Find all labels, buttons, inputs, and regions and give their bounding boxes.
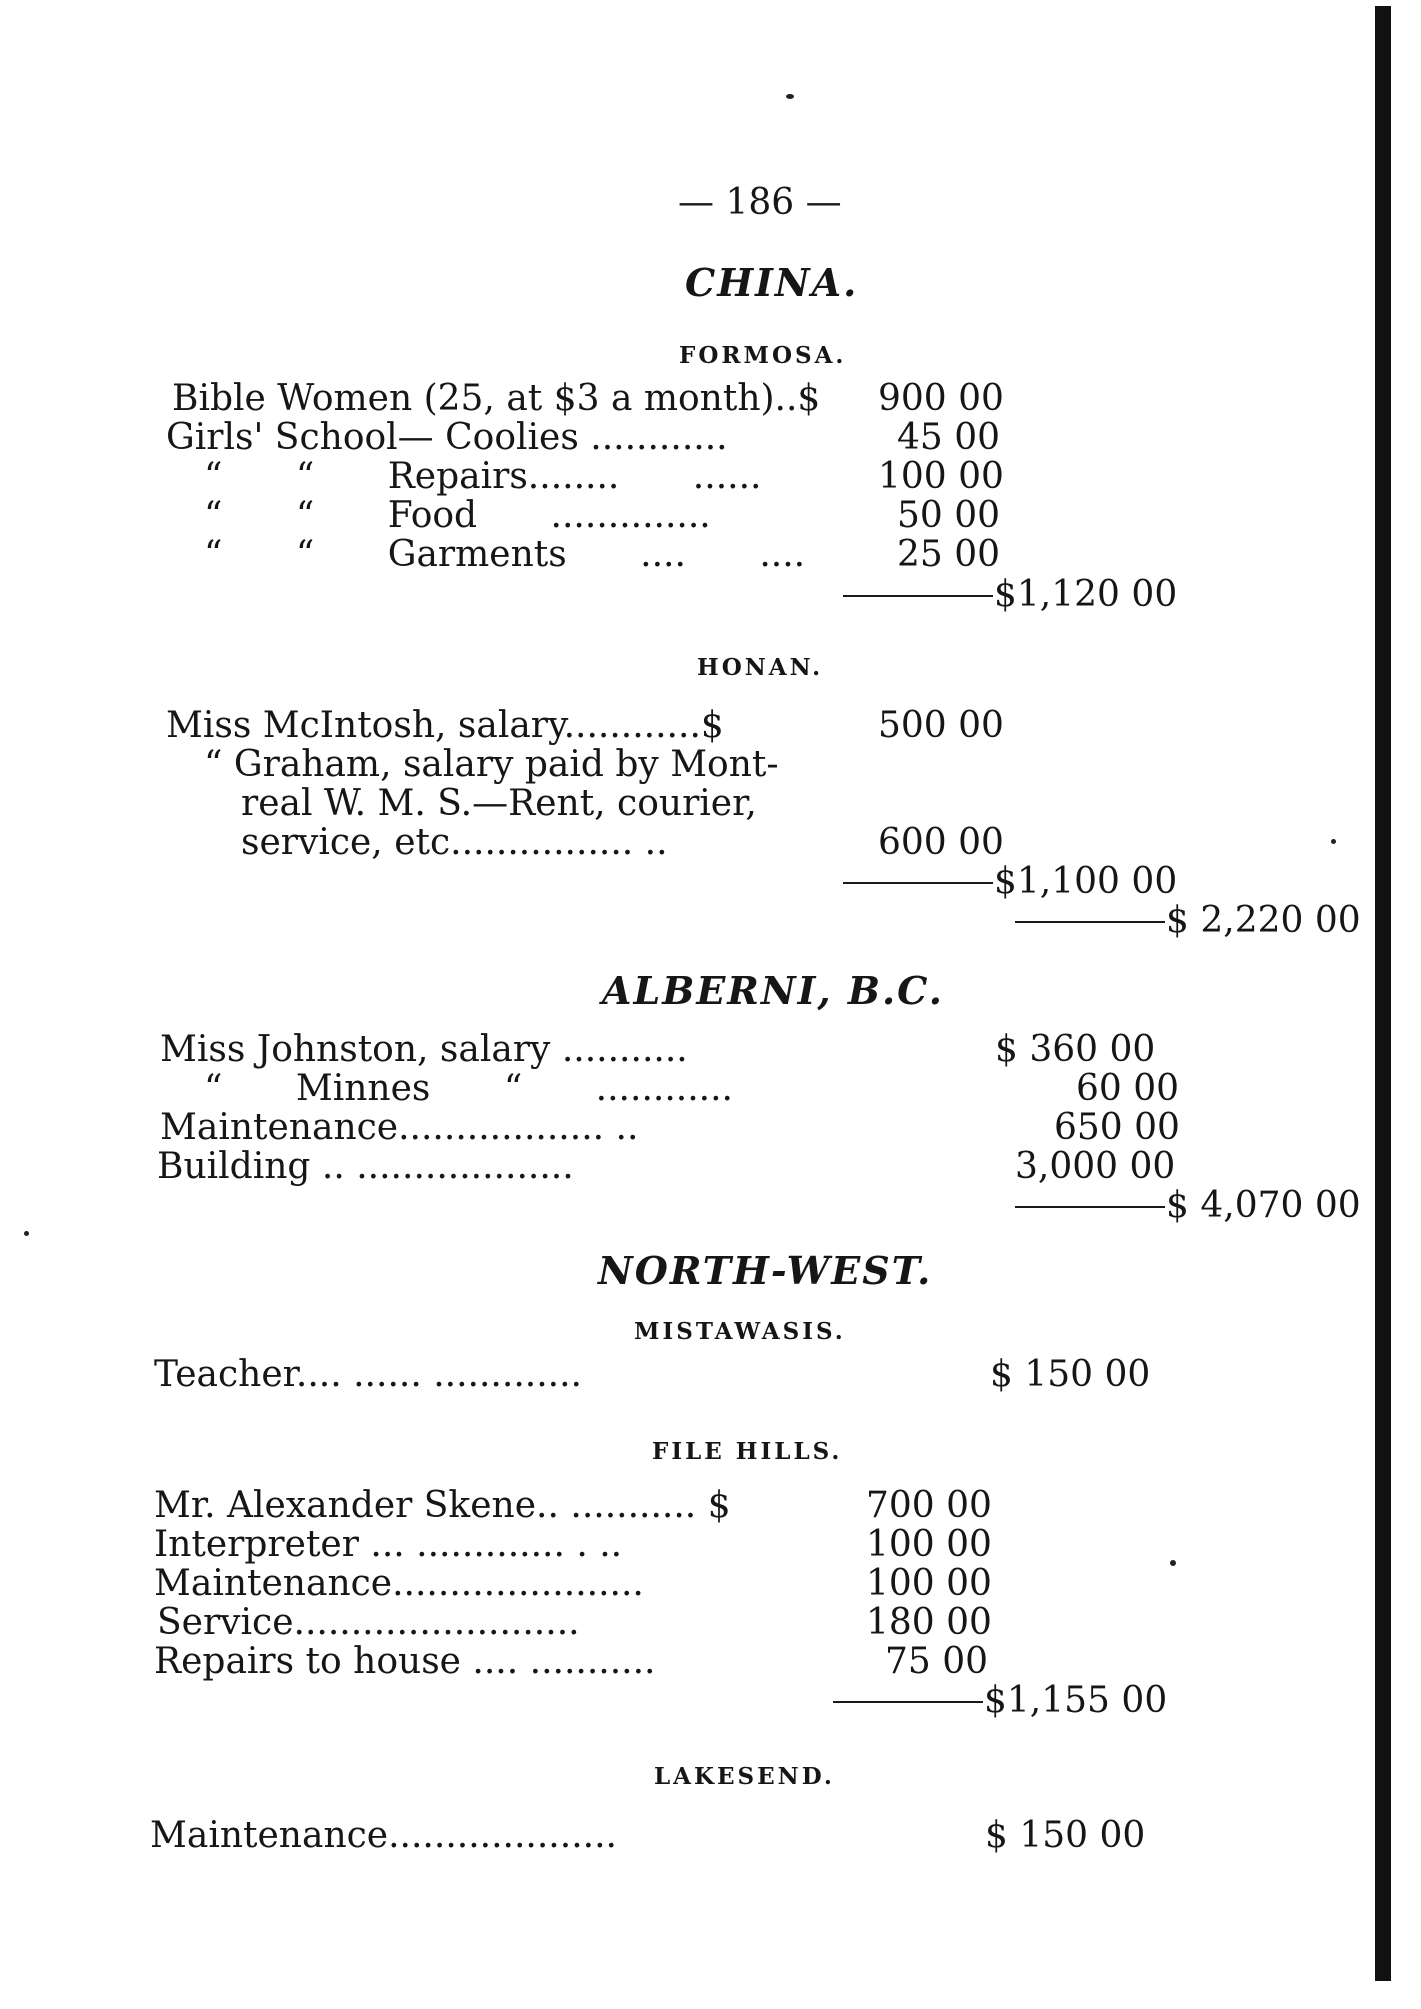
ledger-line-label: service, etc................ .. bbox=[241, 822, 668, 863]
section-heading-north-west: NORTH-WEST. bbox=[598, 1248, 933, 1293]
ledger-line-amount: $ 360 00 bbox=[995, 1029, 1156, 1070]
ledger-line-amount: 25 00 bbox=[897, 534, 1001, 575]
section-heading-china: CHINA. bbox=[685, 260, 859, 305]
ledger-line-amount: 650 00 bbox=[1054, 1107, 1180, 1148]
print-speck bbox=[1170, 1560, 1176, 1566]
ledger-line-label: Teacher.... ...... ............. bbox=[154, 1354, 582, 1395]
subsection-heading-formosa: FORMOSA. bbox=[679, 342, 847, 369]
ledger-line-label: Miss Johnston, salary ........... bbox=[160, 1029, 688, 1070]
ledger-line-label: Repairs to house .... ........... bbox=[154, 1641, 656, 1682]
print-speck bbox=[24, 1231, 29, 1236]
ledger-line-amount: 50 00 bbox=[897, 495, 1001, 536]
ledger-line-label: real W. M. S.—Rent, courier, bbox=[241, 783, 757, 824]
ledger-line-label: “ Graham, salary paid by Mont- bbox=[204, 744, 779, 785]
ledger-line-amount: 45 00 bbox=[897, 417, 1001, 458]
ledger-line-amount: 900 00 bbox=[878, 378, 1004, 419]
subtotal-rule bbox=[843, 882, 993, 884]
subtotal-rule bbox=[833, 1701, 983, 1703]
print-speck bbox=[786, 94, 794, 99]
section-heading-alberni: ALBERNI, B.C. bbox=[602, 968, 944, 1013]
ledger-line-label: Building .. ................... bbox=[157, 1146, 574, 1187]
ledger-line-label: “ “ Food .............. bbox=[204, 495, 711, 536]
subtotal-rule bbox=[843, 595, 993, 597]
ledger-line-amount: $ 150 00 bbox=[990, 1354, 1151, 1395]
ledger-line-label: Miss McIntosh, salary............$ bbox=[166, 705, 724, 746]
ledger-line-amount: 500 00 bbox=[878, 705, 1004, 746]
ledger-line-amount: 100 00 bbox=[878, 456, 1004, 497]
total-alberni: $ 4,070 00 bbox=[1166, 1185, 1361, 1226]
subsection-heading-mistawasis: MISTAWASIS. bbox=[634, 1318, 846, 1345]
print-speck bbox=[1331, 839, 1336, 844]
ledger-line-amount: 100 00 bbox=[866, 1524, 992, 1565]
total-rule bbox=[1015, 921, 1165, 923]
ledger-line-amount: 600 00 bbox=[878, 822, 1004, 863]
page-edge-shadow bbox=[1375, 6, 1391, 1981]
ledger-line-label: “ Minnes “ ............ bbox=[204, 1068, 733, 1109]
ledger-line-label: Bible Women (25, at $3 a month)..$ bbox=[172, 378, 821, 419]
ledger-line-label: Interpreter ... ............. . .. bbox=[154, 1524, 623, 1565]
total-rule bbox=[1015, 1206, 1165, 1208]
subsection-heading-honan: HONAN. bbox=[697, 654, 824, 681]
ledger-line-amount: 60 00 bbox=[1076, 1068, 1180, 1109]
subsection-heading-lakesend: LAKESEND. bbox=[654, 1763, 835, 1790]
ledger-line-amount: 75 00 bbox=[885, 1641, 989, 1682]
ledger-line-label: “ “ Repairs........ ...... bbox=[204, 456, 762, 497]
grand-total-china: $ 2,220 00 bbox=[1166, 900, 1361, 941]
ledger-line-amount: 180 00 bbox=[866, 1602, 992, 1643]
ledger-line-amount: $ 150 00 bbox=[985, 1815, 1146, 1856]
ledger-line-label: Maintenance.................. .. bbox=[160, 1107, 639, 1148]
ledger-line-label: Girls' School— Coolies ............ bbox=[166, 417, 728, 458]
ledger-line-label: Service......................... bbox=[157, 1602, 580, 1643]
subtotal-honan: $1,100 00 bbox=[994, 861, 1178, 902]
ledger-line-amount: 3,000 00 bbox=[1015, 1146, 1176, 1187]
ledger-line-amount: 700 00 bbox=[866, 1485, 992, 1526]
ledger-line-label: Maintenance...................... bbox=[154, 1563, 644, 1604]
subtotal-file-hills: $1,155 00 bbox=[984, 1680, 1168, 1721]
ledger-line-label: “ “ Garments .... .... bbox=[204, 534, 806, 575]
subsection-heading-file-hills: FILE HILLS. bbox=[652, 1438, 843, 1465]
ledger-line-label: Mr. Alexander Skene.. ........... $ bbox=[154, 1485, 731, 1526]
ledger-line-label: Maintenance.................... bbox=[150, 1815, 617, 1856]
ledger-line-amount: 100 00 bbox=[866, 1563, 992, 1604]
page-number: — 186 — bbox=[678, 182, 842, 223]
subtotal-formosa: $1,120 00 bbox=[994, 574, 1178, 615]
